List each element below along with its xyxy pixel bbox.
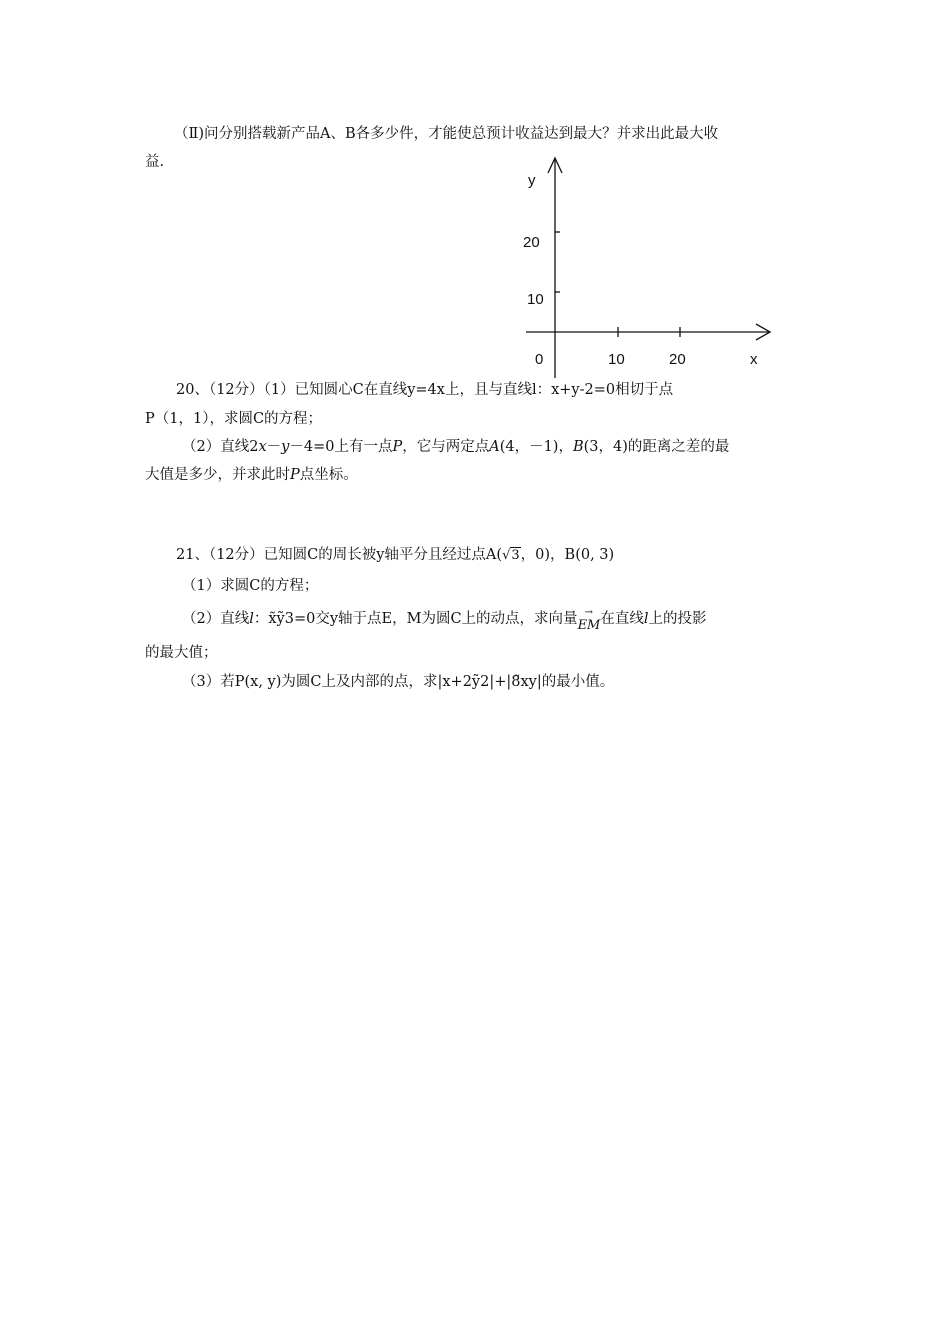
q20-var-y: y — [281, 439, 290, 455]
q20-line4-text-b: 点坐标。 — [299, 467, 358, 483]
y-axis-label: y — [528, 172, 536, 189]
q21-line1-text-a: 21、（12分）已知圆C的周长被y轴平分且经过点A( — [176, 547, 503, 563]
q21-line1 — [176, 545, 614, 566]
q20-part2-text-a: （2）直线2 — [182, 439, 259, 455]
q19-part2-line1: （Ⅱ)问分别搭载新产品A、B各多少件，才能使总预计收益达到最大？并求出此最大收 — [174, 126, 719, 142]
q20-var-P: P — [392, 439, 403, 455]
q20-part2-text-f: (3，4)的距离之差的最 — [583, 439, 730, 455]
vector-EM — [577, 607, 601, 636]
q21-part1: （1）求圆C的方程； — [182, 578, 319, 594]
y-tick-label-20: 20 — [523, 234, 540, 251]
q20-var-A: A — [489, 439, 500, 455]
q20-part2-text-b: － — [266, 439, 282, 455]
q20-line1: 20、（12分）（1）已知圆心C在直线y=4x上，且与直线l：x+y-2=0相切于点 — [176, 382, 674, 398]
y-tick-label-10: 10 — [527, 291, 544, 308]
sqrt-symbol: √3 — [502, 548, 520, 563]
origin-label: 0 — [535, 351, 544, 368]
q20-part2-text-d: ，它与两定点 — [402, 439, 490, 455]
q21-part2-text-a: （2）直线 — [182, 611, 250, 627]
vector-arrow-icon: → — [584, 607, 593, 618]
q21-part2-line — [182, 607, 707, 633]
x-tick-label-10: 10 — [608, 351, 625, 368]
q21-part3: （3）若P(x, y)为圆C上及内部的点，求|x+2ỹ2|+|8̃xy|的最小值。 — [182, 674, 615, 690]
q20-line4 — [145, 465, 358, 485]
q20-line4-var-P: P — [290, 467, 300, 483]
q21-part2-text-c: 在直线 — [600, 611, 644, 627]
q21-line1-text-b: ，0)，B(0, 3) — [520, 547, 615, 563]
sqrt-radicand: 3 — [511, 548, 520, 563]
q21-part2-line2: 的最大值； — [145, 645, 218, 661]
q20-part2-line — [182, 437, 729, 457]
q20-var-B: B — [572, 439, 584, 455]
x-tick-label-20: 20 — [669, 351, 686, 368]
q20-part2-text-e: (4，－1)， — [499, 439, 573, 455]
q20-var-x: x — [258, 439, 267, 455]
q20-part2-text-c: －4=0上有一点 — [289, 439, 393, 455]
q21-part2-text-b: ：x̃ỹ3=0交y轴于点E，M为圆C上的动点，求向量 — [253, 611, 578, 627]
x-axis-label: x — [750, 351, 758, 368]
q21-var-l: l — [249, 611, 254, 627]
q19-part2-line2: 益. — [145, 154, 165, 170]
q21-part2-text-d: 上的投影 — [648, 611, 707, 627]
q21-var-l2: l — [643, 611, 649, 627]
vector-EM-label: EM — [577, 618, 601, 633]
q20-line4-text-a: 大值是多少，并求此时 — [145, 467, 290, 483]
q20-line2: P（1，1），求圆C的方程； — [145, 411, 323, 427]
